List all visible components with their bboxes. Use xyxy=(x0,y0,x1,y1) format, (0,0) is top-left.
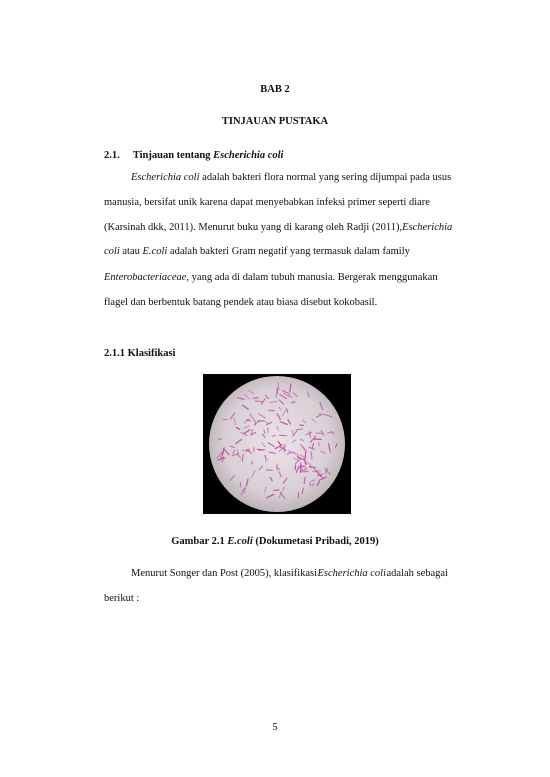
bacterium xyxy=(316,433,321,434)
bacterium xyxy=(284,445,285,452)
page-number: 5 xyxy=(272,722,278,733)
term-ecoli: E.coli xyxy=(142,246,168,257)
paragraph2-line1 xyxy=(131,567,448,580)
section-subject: Escherichia coli xyxy=(213,150,284,161)
term-enterobacteriaceae: Enterobacteriaceae xyxy=(104,272,187,283)
caption-label: Gambar 2.1 xyxy=(171,536,225,547)
section-number: 2.1. xyxy=(104,150,120,161)
text-span: adalah sebagai xyxy=(386,568,448,579)
paragraph1-line1 xyxy=(131,171,452,184)
bacterium xyxy=(265,456,266,459)
chapter-label: BAB 2 xyxy=(260,84,290,95)
text-span: adalah bakteri flora normal yang sering dijumpai pada usus xyxy=(199,172,452,183)
paragraph1-line4 xyxy=(104,245,448,258)
chapter-title: TINJAUAN PUSTAKA xyxy=(221,116,329,127)
text-span: atau xyxy=(119,246,143,257)
paragraph1-line3 xyxy=(104,221,453,234)
micrograph-svg xyxy=(203,374,351,514)
paragraph1-line2 xyxy=(104,196,448,209)
bacterium xyxy=(277,464,278,470)
figure-caption xyxy=(0,536,550,547)
term-escherichia: Escherichia xyxy=(402,222,453,233)
microscope-image xyxy=(203,374,351,514)
subsection-heading: 2.1.1 Klasifikasi xyxy=(104,348,176,359)
bacterium xyxy=(314,439,321,440)
bacterium xyxy=(259,450,265,451)
bacterium xyxy=(269,410,275,411)
bacterium xyxy=(304,478,305,484)
text-span: Menurut Songer dan Post (2005), klasifikasi xyxy=(131,568,318,579)
text-span: , yang ada di dalam tubuh manusia. Bergerak menggunakan xyxy=(186,272,438,283)
text-span: adalah bakteri Gram negatif yang termasuk dalam family xyxy=(167,246,410,257)
bacterium xyxy=(298,492,299,498)
text-span: (Karsinah dkk, 2011). Menurut buku yang di karang oleh Radji (2011), xyxy=(104,222,403,233)
bacterium xyxy=(256,401,263,402)
caption-source: (Dokumetasi Pribadi, 2019) xyxy=(255,536,379,547)
paragraph2-line2 xyxy=(104,592,448,605)
bacterium xyxy=(276,395,277,398)
text-span: flagel dan berbentuk batang pendek atau biasa disebut kokobasil. xyxy=(104,297,378,308)
text-span: berikut : xyxy=(104,593,140,604)
term-coli: coli xyxy=(104,246,120,257)
bacterium xyxy=(304,471,308,472)
text-span: manusia, bersifat unik karena dapat menyebabkan infeksi primer seperti diare xyxy=(104,197,430,208)
term-escherichia-coli: Escherichia coli xyxy=(317,568,387,579)
paragraph1-line6 xyxy=(104,296,448,309)
section-heading xyxy=(104,150,283,161)
paragraph1-line5 xyxy=(104,271,448,284)
term-escherichia-coli: Escherichia coli xyxy=(131,172,200,183)
section-prefix: Tinjauan tentang xyxy=(132,150,211,161)
bacterium xyxy=(309,467,315,468)
caption-subject: E.coli xyxy=(227,536,253,547)
microscope-field xyxy=(209,376,345,512)
